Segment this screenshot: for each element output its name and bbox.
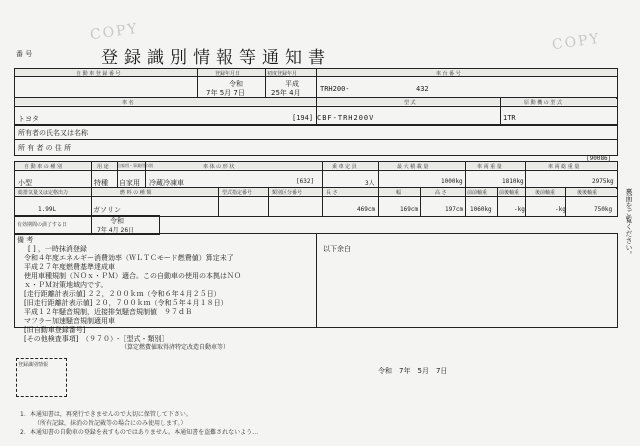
copy-watermark-left: COPY xyxy=(89,20,140,44)
remarks-line-8: 平成１２年騒音規制，近接排気騒音規制値 ９７ｄＢ xyxy=(24,308,192,316)
capacity: 3人 xyxy=(365,180,375,187)
label-length: 長 さ xyxy=(326,190,338,196)
registration-stamp-label: 登録識別情報 xyxy=(18,362,49,368)
max-load: 1000kg xyxy=(441,178,463,185)
label-expiry: 有効期間の満了する日 xyxy=(17,222,68,228)
label-capacity: 乗 車 定 員 xyxy=(332,164,357,170)
rr-axle-value: 750kg xyxy=(594,206,613,213)
label-fr-axle: 前後軸重 xyxy=(499,190,520,196)
remarks-line-2: 令和４年度エネルギー消費効率（ＷＬＴＣモード燃費値）算定未了 xyxy=(24,254,234,262)
first-era: 平成 xyxy=(285,80,299,88)
label-engine-model: 原 動 機 の 型 式 xyxy=(524,100,562,106)
vehicle-type: 小型 xyxy=(18,179,32,187)
car-name: トヨタ xyxy=(18,115,39,123)
chassis-serial: 432 xyxy=(416,85,429,93)
side-note: 裏面をご覧ください。 xyxy=(625,188,633,258)
label-displacement: 総排気量又は定格出力 xyxy=(18,190,69,196)
reg-era: 令和 xyxy=(229,80,243,88)
remarks-line-3: 平成２７年度燃費基準達成車 xyxy=(24,263,115,271)
document-title: 登録識別情報等通知書 xyxy=(101,48,331,68)
label-max-load: 最 大 積 載 量 xyxy=(397,164,429,170)
remarks-label: 備 考 xyxy=(17,236,34,244)
label-vehicle-type: 自 動 車 の 種 別 xyxy=(24,164,62,170)
remarks-line-5: ｘ・ＰＭ対策地域内です。 xyxy=(24,281,108,289)
body-code: [632] xyxy=(296,178,315,185)
remarks-line-11: [その他検査事項] （９７０）-［型式・類別］ xyxy=(24,335,169,343)
car-code: [194] xyxy=(292,114,314,122)
reg-year: 7年 5月 7日 xyxy=(206,89,245,97)
length-value: 469cm xyxy=(357,206,376,213)
label-first-registration: 登録年月日 xyxy=(215,71,241,77)
remarks-line-6: [走行距離計表示値] ２２，２００ｋｍ（令和６年４月２５日） xyxy=(24,290,221,298)
label-height: 高 さ xyxy=(435,190,447,196)
displacement-value: 1.99L xyxy=(38,206,57,213)
label-private-business: 自家用・事業用の別 xyxy=(117,163,153,168)
label-class-number: 類別区分番号 xyxy=(272,190,303,196)
private-business: 自家用 xyxy=(119,179,140,187)
owner-address-label: 所 有 者 の 住 所 xyxy=(18,144,72,152)
owner-name-label: 所有者の氏名又は名称 xyxy=(18,129,88,137)
issue-date: 令和 7年 5月 7日 xyxy=(378,367,448,375)
rf-axle-value: -kg xyxy=(555,206,566,213)
fuel-type: ガソリン xyxy=(93,206,121,214)
label-body-shape: 車 体 の 形 状 xyxy=(203,164,235,170)
label-gross-weight: 車 両 総 重 量 xyxy=(548,164,580,170)
remarks-line-9: マフラー加速騒音規制適用車 xyxy=(24,317,115,325)
first-year: 25年 4月 xyxy=(271,89,301,97)
label-rf-axle: 後前軸重 xyxy=(535,190,556,196)
chassis-value: TRH200- xyxy=(320,85,350,93)
footer-note-2: （所有記録，抹消の旨記載等の場合にのみ使用します。） xyxy=(34,420,187,427)
label-type-designation: 型式指定番号 xyxy=(222,190,253,196)
remarks-line-10: [旧自動車登録番号] xyxy=(24,326,86,334)
label-fuel: 燃 料 の 種 類 xyxy=(120,190,152,196)
expiry-date: 7年 4月 26日 xyxy=(97,227,135,234)
label-purpose: 用 途 xyxy=(97,164,109,170)
label-first-year: 初度登録年月 xyxy=(267,71,298,77)
label-vehicle-weight: 車 両 重 量 xyxy=(477,164,502,170)
gross-weight: 2975kg xyxy=(592,178,614,185)
owner-box xyxy=(14,124,618,156)
footer-note-3: 2．本通知書の自動車の登録を表すものではありません。本通知書を盗難されないよう… xyxy=(20,429,259,436)
label-width: 幅 xyxy=(396,190,402,196)
vehicle-weight: 1810kg xyxy=(502,178,524,185)
remarks-line-1: [ ] ，一時抹消登録 xyxy=(28,245,87,253)
engine-value: 1TR xyxy=(503,114,516,122)
remarks-line-7: [旧走行距離計表示値] ２０，７００ｋｍ（令和５年４月１８日） xyxy=(24,299,228,307)
label-registration-number: 自 動 車 登 録 番 号 xyxy=(76,71,121,77)
copy-watermark-right: COPY xyxy=(551,30,602,54)
ff-axle-value: 1060kg xyxy=(470,206,492,213)
remarks-line-4: 使用車種規制（ＮＯｘ・ＰＭ）適合。この自動車の使用の本拠はＮＯ xyxy=(24,272,241,280)
label-rr-axle: 後後軸重 xyxy=(577,190,598,196)
purpose: 特種 xyxy=(94,179,108,187)
remarks-line-12: （算定燃費値取得済特定改造自動車等） xyxy=(121,344,230,351)
label-car-name: 車 名 xyxy=(122,100,134,106)
model-value: CBF-TRH200V xyxy=(317,114,375,122)
number-label: 番 号 xyxy=(16,50,33,58)
fr-axle-value: -kg xyxy=(514,206,525,213)
owner-code: [90086] xyxy=(586,155,612,162)
remarks-right: 以下余白 xyxy=(323,245,351,253)
width-value: 169cm xyxy=(400,206,419,213)
height-value: 197cm xyxy=(445,206,464,213)
label-chassis-number: 車 台 番 号 xyxy=(436,71,461,77)
expiry-era: 令和 xyxy=(110,217,124,225)
body-shape: 冷蔵冷凍車 xyxy=(149,179,184,187)
footer-note-1: 1．本通知書は，再発行できませんので大切に保管して下さい。 xyxy=(20,411,192,418)
label-model: 型 式 xyxy=(404,100,416,106)
label-ff-axle: 前前軸重 xyxy=(467,190,488,196)
